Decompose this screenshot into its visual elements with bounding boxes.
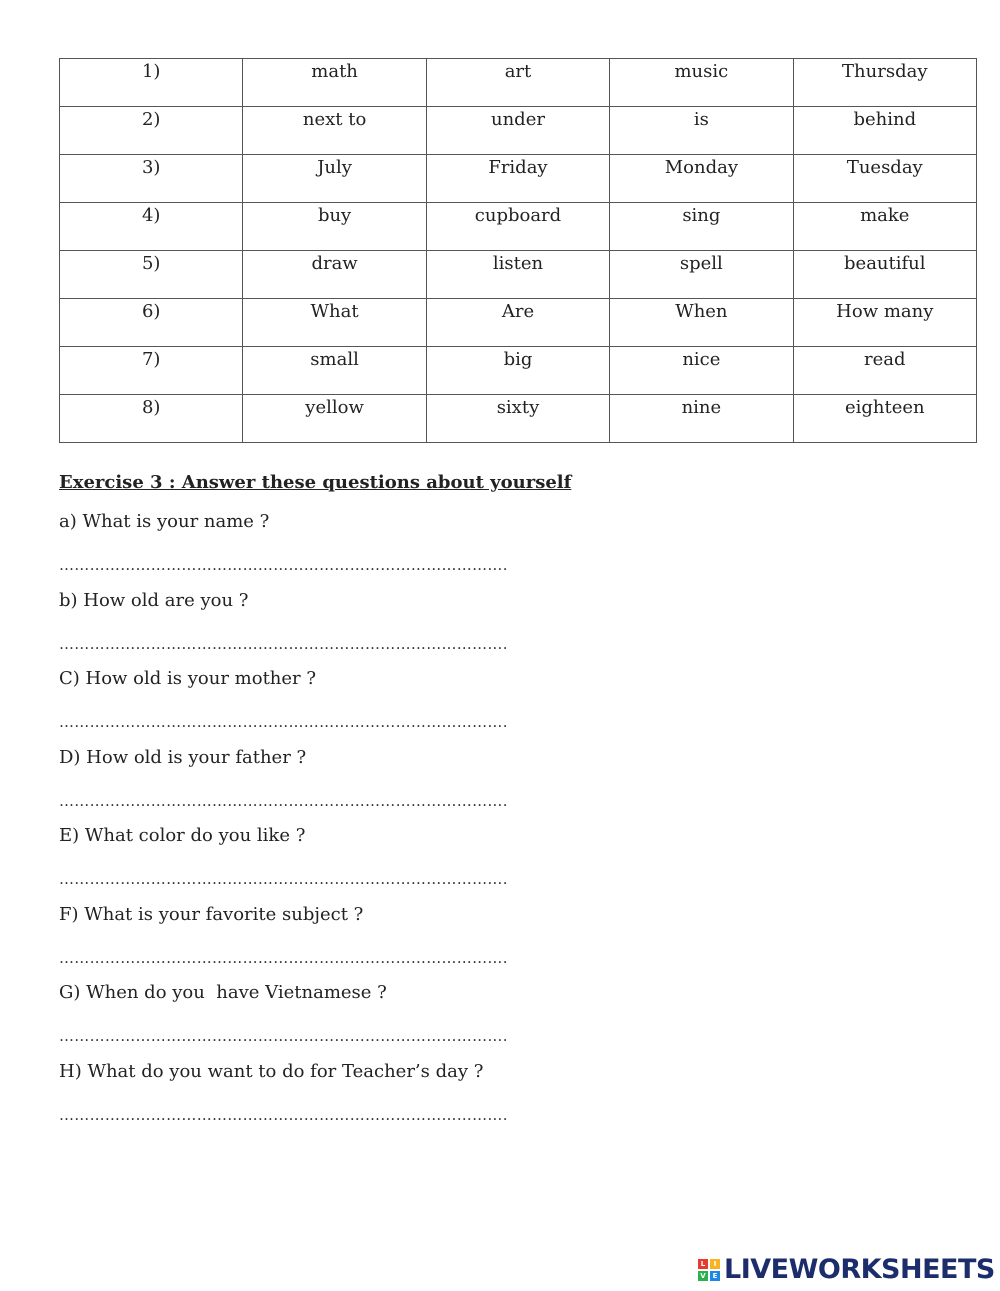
answer-line[interactable]: ……………………………………………………………………………. [59, 949, 508, 967]
word-cell: Monday [610, 155, 793, 203]
answer-line[interactable]: ……………………………………………………………………………. [59, 870, 508, 888]
word-cell: Are [426, 299, 609, 347]
word-cell: music [610, 59, 793, 107]
word-cell: When [610, 299, 793, 347]
word-cell: sixty [426, 395, 609, 443]
question-text: a) What is your name ? [59, 511, 270, 532]
question-text: F) What is your favorite subject ? [59, 904, 364, 925]
row-number-cell: 7) [60, 347, 243, 395]
answer-line[interactable]: ……………………………………………………………………………. [59, 1106, 508, 1124]
question-text: G) When do you have Vietnamese ? [59, 982, 387, 1003]
question-text: b) How old are you ? [59, 590, 249, 611]
word-cell: yellow [243, 395, 426, 443]
question-text: D) How old is your father ? [59, 747, 307, 768]
badge-letter: V [698, 1271, 708, 1281]
answer-line[interactable]: ……………………………………………………………………………. [59, 713, 508, 731]
word-cell: read [793, 347, 976, 395]
word-cell: buy [243, 203, 426, 251]
row-number-cell: 6) [60, 299, 243, 347]
word-cell: art [426, 59, 609, 107]
badge-letter: I [710, 1259, 720, 1269]
liveworksheets-logo [698, 1254, 995, 1286]
question-text: E) What color do you like ? [59, 825, 306, 846]
word-cell: How many [793, 299, 976, 347]
word-cell: nine [610, 395, 793, 443]
row-number-cell: 5) [60, 251, 243, 299]
table-row [60, 155, 977, 203]
word-cell: draw [243, 251, 426, 299]
question-text: H) What do you want to do for Teacher’s day ? [59, 1061, 484, 1082]
word-cell: under [426, 107, 609, 155]
word-cell: is [610, 107, 793, 155]
question-text: C) How old is your mother ? [59, 668, 317, 689]
word-cell: next to [243, 107, 426, 155]
answer-line[interactable]: ……………………………………………………………………………. [59, 556, 508, 574]
table-row [60, 59, 977, 107]
word-cell: spell [610, 251, 793, 299]
table-row [60, 251, 977, 299]
row-number-cell: 3) [60, 155, 243, 203]
table-row [60, 395, 977, 443]
row-number-cell: 2) [60, 107, 243, 155]
word-cell: small [243, 347, 426, 395]
table-row [60, 203, 977, 251]
word-cell: nice [610, 347, 793, 395]
word-cell: make [793, 203, 976, 251]
table-row [60, 299, 977, 347]
word-cell: listen [426, 251, 609, 299]
row-number-cell: 4) [60, 203, 243, 251]
table-row [60, 347, 977, 395]
word-cell: eighteen [793, 395, 976, 443]
answer-line[interactable]: ……………………………………………………………………………. [59, 792, 508, 810]
answer-line[interactable]: ……………………………………………………………………………. [59, 635, 508, 653]
word-cell: cupboard [426, 203, 609, 251]
word-cell: behind [793, 107, 976, 155]
badge-letter: L [698, 1259, 708, 1269]
word-cell: Thursday [793, 59, 976, 107]
badge-letter: E [710, 1271, 720, 1281]
row-number-cell: 1) [60, 59, 243, 107]
word-cell: sing [610, 203, 793, 251]
answer-line[interactable]: ……………………………………………………………………………. [59, 1027, 508, 1045]
word-cell: beautiful [793, 251, 976, 299]
word-table [59, 58, 977, 443]
word-cell: big [426, 347, 609, 395]
word-cell: July [243, 155, 426, 203]
word-cell: math [243, 59, 426, 107]
word-cell: What [243, 299, 426, 347]
word-cell: Friday [426, 155, 609, 203]
row-number-cell: 8) [60, 395, 243, 443]
table-row [60, 107, 977, 155]
live-badge [698, 1259, 720, 1281]
logo-wordmark: LIVEWORKSHEETS [724, 1254, 995, 1285]
exercise-3-heading: Exercise 3 : Answer these questions about yourself [59, 472, 572, 493]
word-cell: Tuesday [793, 155, 976, 203]
